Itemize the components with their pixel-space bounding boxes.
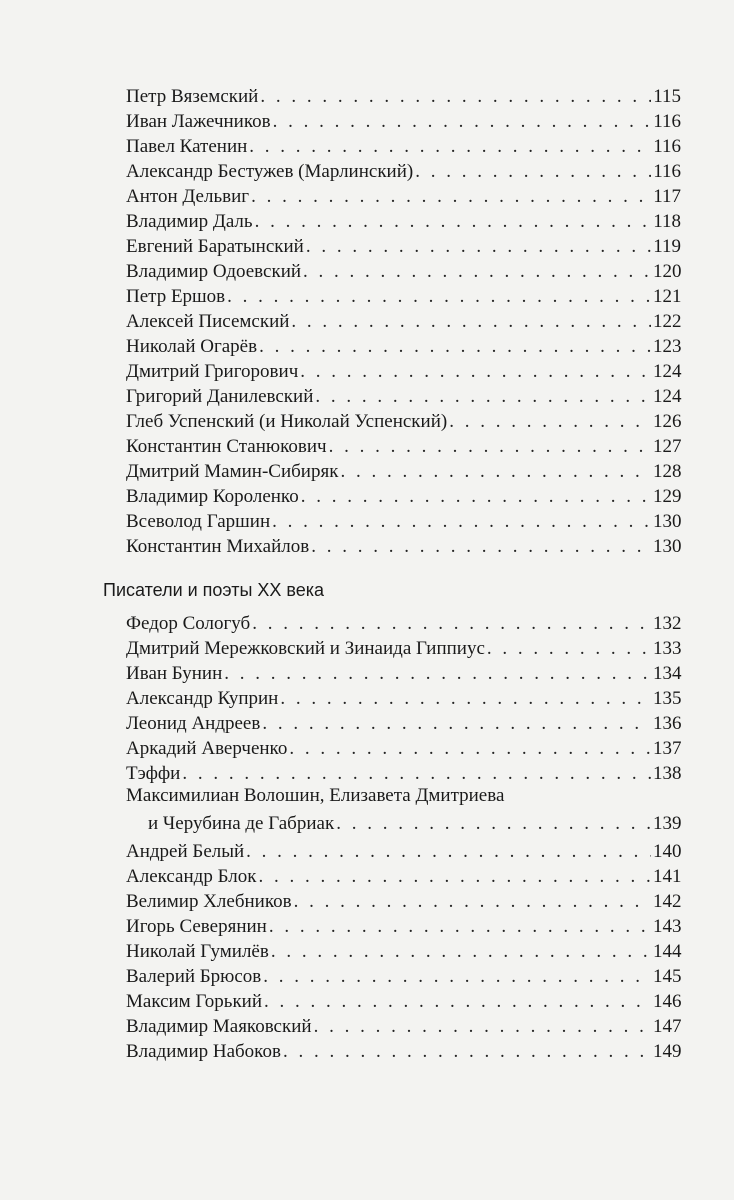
toc-entry[interactable] xyxy=(126,457,681,483)
toc-entry[interactable] xyxy=(126,257,681,283)
toc-entry-page: 146 xyxy=(653,991,682,1012)
toc-entry-page: 144 xyxy=(653,941,682,962)
dot-leader xyxy=(263,966,651,988)
toc-entry-title: Константин Михайлов xyxy=(126,536,310,557)
toc-entry[interactable] xyxy=(126,734,681,760)
dot-leader xyxy=(449,411,651,433)
dot-leader xyxy=(246,841,651,863)
toc-entry-title: Петр Вяземский xyxy=(126,86,259,107)
toc-entry[interactable] xyxy=(126,132,681,158)
toc-entry-title: Иван Бунин xyxy=(126,663,223,684)
toc-entry-title: Евгений Баратынский xyxy=(126,236,304,257)
dot-leader xyxy=(300,361,651,383)
toc-entry-page: 136 xyxy=(653,713,682,734)
toc-entry-page: 142 xyxy=(653,891,682,912)
toc-entry-title: Всеволод Гаршин xyxy=(126,511,271,532)
toc-entry-title: Дмитрий Мамин-Сибиряк xyxy=(126,461,339,482)
toc-entry-title: Игорь Северянин xyxy=(126,916,267,937)
toc-entry-title: Николай Гумилёв xyxy=(126,941,269,962)
dot-leader xyxy=(227,286,651,308)
toc-entry-page: 133 xyxy=(653,638,682,659)
dot-leader xyxy=(283,1041,651,1063)
toc-entry[interactable] xyxy=(126,937,681,963)
toc-entry-page: 143 xyxy=(653,916,682,937)
dot-leader xyxy=(249,136,651,158)
toc-entry-title: Глеб Успенский (и Николай Успенский) xyxy=(126,411,448,432)
toc-entry-page: 117 xyxy=(653,186,681,207)
toc-entry-title: Александр Куприн xyxy=(126,688,279,709)
dot-leader xyxy=(315,386,651,408)
dot-leader xyxy=(255,211,651,233)
toc-entry-title: Аркадий Аверченко xyxy=(126,738,288,759)
toc-entry[interactable] xyxy=(126,1012,681,1038)
dot-leader xyxy=(182,763,651,785)
toc-entry-title: Константин Станюкович xyxy=(126,436,327,457)
toc-entry-title: Иван Лажечников xyxy=(126,111,271,132)
toc-entry-title: Андрей Белый xyxy=(126,841,245,862)
toc-entry[interactable] xyxy=(126,609,681,635)
toc-entry-page: 128 xyxy=(653,461,682,482)
dot-leader xyxy=(303,261,651,283)
toc-entry[interactable] xyxy=(126,987,681,1013)
dot-leader xyxy=(258,866,651,888)
dot-leader xyxy=(291,311,651,333)
toc-entry[interactable] xyxy=(126,837,681,863)
toc-entry-title: Владимир Даль xyxy=(126,211,253,232)
toc-entry-title: Валерий Брюсов xyxy=(126,966,262,987)
toc-entry-page: 137 xyxy=(653,738,682,759)
dot-leader xyxy=(273,111,651,133)
toc-entry[interactable] xyxy=(126,407,681,433)
toc-entry-page: 122 xyxy=(653,311,682,332)
toc-entry[interactable] xyxy=(126,357,681,383)
toc-entry[interactable] xyxy=(126,332,681,358)
toc-entry-page: 135 xyxy=(653,688,682,709)
toc-entry[interactable] xyxy=(126,307,681,333)
toc-entry-page: 121 xyxy=(653,286,682,307)
dot-leader xyxy=(271,941,651,963)
toc-entry[interactable] xyxy=(126,282,681,308)
toc-entry[interactable] xyxy=(126,482,681,508)
toc-entry-title-line2: и Черубина де Габриак xyxy=(148,813,335,834)
toc-entry-page: 139 xyxy=(653,813,682,834)
toc-entry[interactable] xyxy=(126,382,681,408)
dot-leader xyxy=(251,186,651,208)
toc-entry[interactable] xyxy=(126,207,681,233)
dot-leader xyxy=(311,536,651,558)
toc-entry-page: 130 xyxy=(653,536,682,557)
toc-entry-title: Александр Блок xyxy=(126,866,257,887)
toc-entry-page: 130 xyxy=(653,511,682,532)
toc-entry-page: 116 xyxy=(653,136,681,157)
toc-entry[interactable] xyxy=(126,634,681,660)
toc-entry-title: Григорий Данилевский xyxy=(126,386,314,407)
toc-entry[interactable] xyxy=(126,82,681,108)
toc-entry-title: Велимир Хлебников xyxy=(126,891,292,912)
toc-entry-page: 126 xyxy=(653,411,682,432)
dot-leader xyxy=(294,891,651,913)
toc-entry-title: Владимир Маяковский xyxy=(126,1016,312,1037)
toc-entry-title-line1: Максимилиан Волошин, Елизавета Дмитриева xyxy=(126,785,505,806)
toc-entry[interactable] xyxy=(126,432,681,458)
dot-leader xyxy=(329,436,651,458)
toc-entry-page: 127 xyxy=(653,436,682,457)
dot-leader xyxy=(415,161,651,183)
toc-entry-title: Дмитрий Мережковский и Зинаида Гиппиус xyxy=(126,638,485,659)
toc-entry-page: 119 xyxy=(653,236,681,257)
toc-entry[interactable] xyxy=(126,862,681,888)
toc-entry-page: 129 xyxy=(653,486,682,507)
toc-entry-page: 147 xyxy=(653,1016,682,1037)
dot-leader xyxy=(224,663,651,685)
toc-entry-title: Федор Сологуб xyxy=(126,613,251,634)
toc-entry-page: 140 xyxy=(653,841,682,862)
toc-entry-page: 141 xyxy=(653,866,682,887)
toc-entry[interactable] xyxy=(126,182,681,208)
dot-leader xyxy=(289,738,651,760)
toc-entry-page: 123 xyxy=(653,336,682,357)
toc-entry[interactable] xyxy=(126,532,681,558)
dot-leader xyxy=(336,813,651,835)
toc-entry[interactable] xyxy=(126,912,681,938)
toc-entry[interactable] xyxy=(126,684,681,710)
toc-entry-page: 115 xyxy=(653,86,681,107)
toc-entry[interactable] xyxy=(126,157,681,183)
toc-entry-title: Владимир Короленко xyxy=(126,486,299,507)
toc-entry[interactable] xyxy=(126,1037,681,1063)
toc-entry[interactable] xyxy=(126,659,681,685)
toc-entry-page: 124 xyxy=(653,386,682,407)
dot-leader xyxy=(314,1016,651,1038)
toc-entry-title: Максим Горький xyxy=(126,991,263,1012)
toc-entry[interactable] xyxy=(126,759,681,785)
dot-leader xyxy=(272,511,651,533)
toc-entry-title: Антон Дельвиг xyxy=(126,186,250,207)
toc-entry[interactable] xyxy=(126,107,681,133)
toc-entry[interactable] xyxy=(126,887,681,913)
toc-entry-page: 118 xyxy=(653,211,681,232)
toc-entry-page: 116 xyxy=(653,161,681,182)
toc-entry-title: Александр Бестужев (Марлинский) xyxy=(126,161,414,182)
toc-entry-title: Тэффи xyxy=(126,763,181,784)
dot-leader xyxy=(259,336,651,358)
toc-entry-page: 134 xyxy=(653,663,682,684)
dot-leader xyxy=(340,461,651,483)
toc-entry-multiline[interactable] xyxy=(126,785,681,835)
toc-entry-page: 138 xyxy=(653,763,682,784)
toc-entry-title: Дмитрий Григорович xyxy=(126,361,299,382)
toc-entry-page: 145 xyxy=(653,966,682,987)
dot-leader xyxy=(306,236,651,258)
dot-leader xyxy=(269,916,651,938)
toc-entry-page: 124 xyxy=(653,361,682,382)
toc-entry-title: Алексей Писемский xyxy=(126,311,290,332)
toc-entry-line2 xyxy=(126,809,681,835)
dot-leader xyxy=(252,613,651,635)
dot-leader xyxy=(301,486,651,508)
toc-entry-title: Владимир Одоевский xyxy=(126,261,302,282)
toc-entry[interactable] xyxy=(126,709,681,735)
dot-leader xyxy=(487,638,651,660)
dot-leader xyxy=(280,688,651,710)
toc-entry-page: 116 xyxy=(653,111,681,132)
toc-entry-page: 120 xyxy=(653,261,682,282)
dot-leader xyxy=(262,713,651,735)
toc-entry-page: 132 xyxy=(653,613,682,634)
section-heading: Писатели и поэты XX века xyxy=(103,580,325,600)
toc-entry-title: Николай Огарёв xyxy=(126,336,258,357)
dot-leader xyxy=(260,86,651,108)
dot-leader xyxy=(264,991,651,1013)
toc-entry-title: Леонид Андреев xyxy=(126,713,261,734)
toc-entry-title: Павел Катенин xyxy=(126,136,248,157)
toc-entry-page: 149 xyxy=(653,1041,682,1062)
toc-entry[interactable] xyxy=(126,507,681,533)
toc-entry[interactable] xyxy=(126,232,681,258)
toc-entry[interactable] xyxy=(126,962,681,988)
toc-entry-title: Владимир Набоков xyxy=(126,1041,281,1062)
toc-entry-title: Петр Ершов xyxy=(126,286,226,307)
